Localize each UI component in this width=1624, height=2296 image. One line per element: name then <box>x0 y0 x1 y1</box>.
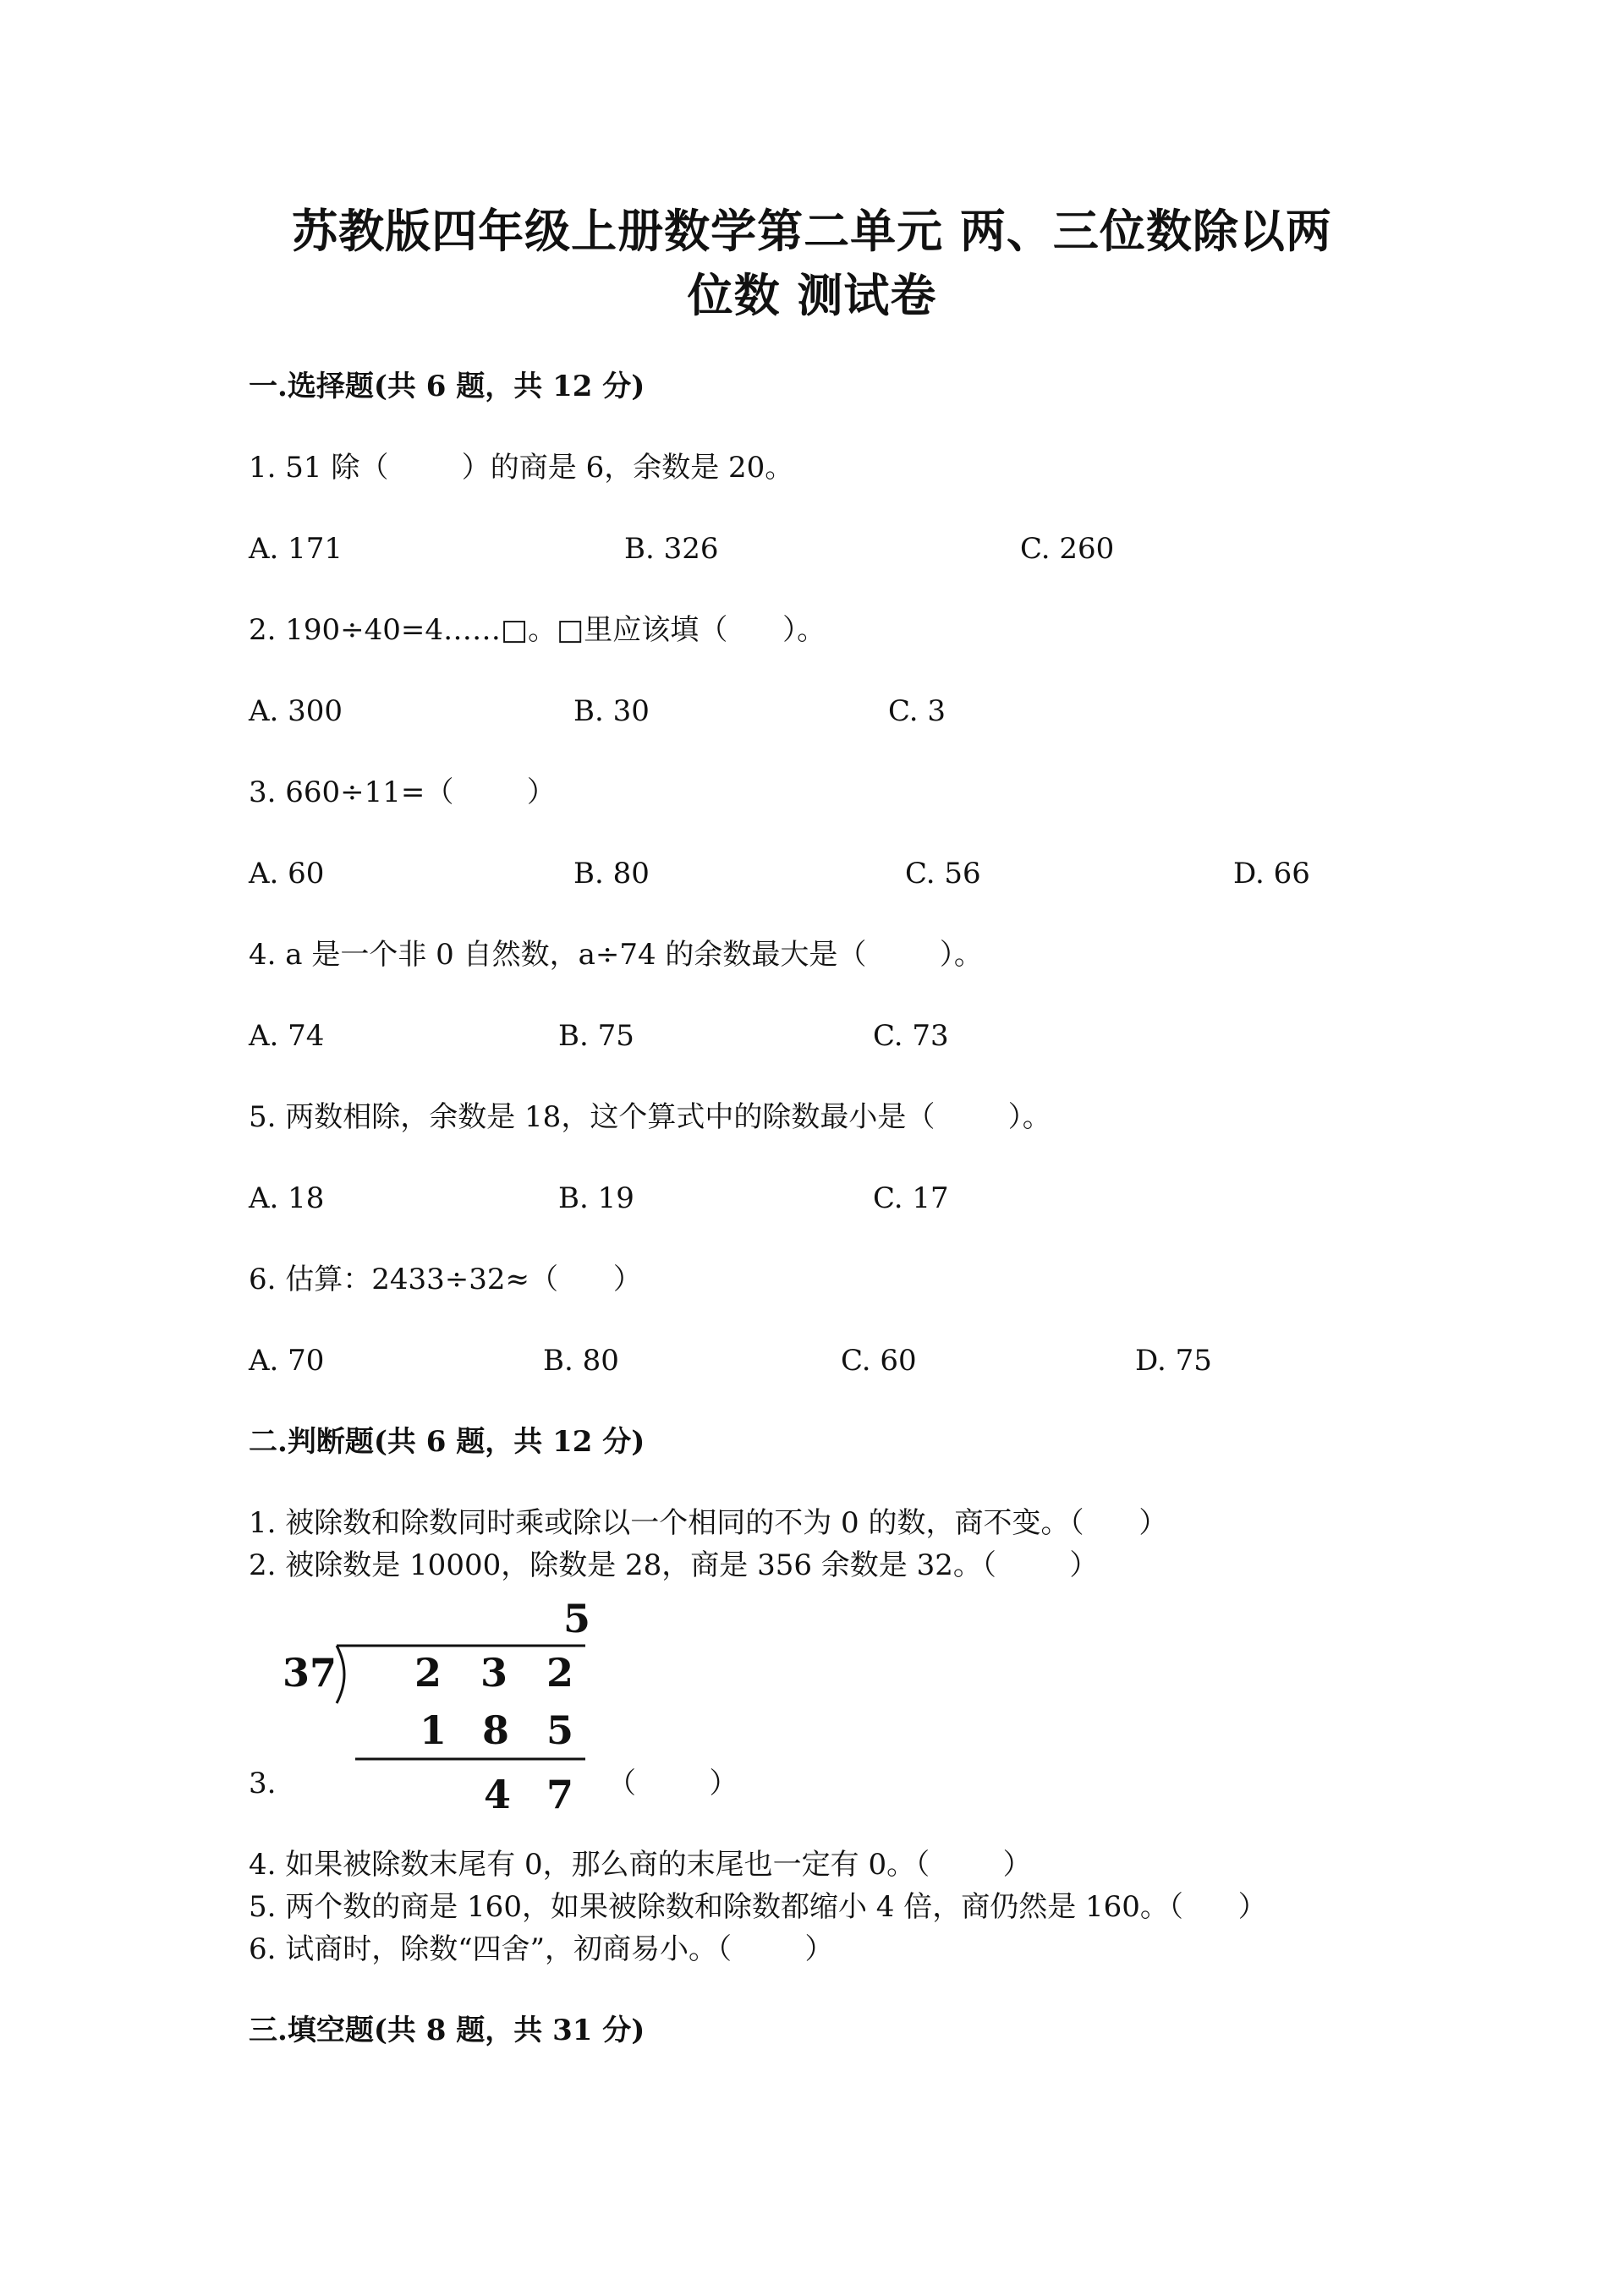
judge-item-3-label: 3. <box>249 1767 277 1800</box>
title-line-1: 苏教版四年级上册数学第二单元 两、三位数除以两 <box>292 204 1332 258</box>
choice-q1-option-a: A. 171 <box>249 532 343 566</box>
division-product-digit: 5 <box>546 1707 574 1753</box>
choice-q3-option-c: C. 56 <box>905 857 981 890</box>
choice-q6-option-b: B. 80 <box>543 1344 619 1378</box>
choice-q1-option-b: B. 326 <box>624 532 719 566</box>
division-remainder-digit: 7 <box>546 1772 574 1817</box>
judge-item-6: 6. 试商时，除数“四舍”，初商易小。（ ） <box>249 1932 834 1966</box>
division-dividend-digit: 3 <box>480 1650 508 1696</box>
division-product-digit: 8 <box>482 1707 510 1753</box>
choice-q2-option-c: C. 3 <box>888 694 946 728</box>
choice-question-1: 1. 51 除（ ）的商是 6，余数是 20。 <box>249 451 794 485</box>
division-divisor: 37 <box>283 1650 337 1696</box>
judge-item-4: 4. 如果被除数末尾有 0，那么商的末尾也一定有 0。（ ） <box>249 1848 1032 1882</box>
title-line-2: 位数 测试卷 <box>687 268 937 322</box>
choice-q4-option-b: B. 75 <box>558 1019 634 1053</box>
choice-q3-option-b: B. 80 <box>573 857 650 890</box>
choice-q4-option-c: C. 73 <box>873 1019 949 1053</box>
division-quotient: 5 <box>563 1596 591 1641</box>
choice-q2-option-b: B. 30 <box>573 694 650 728</box>
judge-item-3-answer-blank: （ ） <box>607 1767 738 1800</box>
section-heading-choice: 一.选择题(共 6 题，共 12 分) <box>249 370 645 403</box>
section-heading-fill: 三.填空题(共 8 题，共 31 分) <box>249 2014 645 2047</box>
judge-item-2: 2. 被除数是 10000，除数是 28，商是 356 余数是 32。（ ） <box>249 1548 1099 1582</box>
choice-question-5: 5. 两数相除，余数是 18，这个算式中的除数最小是（ ）。 <box>249 1100 1051 1134</box>
division-dividend-digit: 2 <box>414 1650 442 1696</box>
choice-q6-option-d: D. 75 <box>1135 1344 1212 1378</box>
long-division-figure <box>271 1592 609 1828</box>
choice-q2-option-a: A. 300 <box>249 694 343 728</box>
division-bracket <box>337 1646 344 1703</box>
division-product-digit: 1 <box>420 1707 447 1753</box>
choice-q5-option-b: B. 19 <box>558 1181 634 1215</box>
choice-question-2: 2. 190÷40=4……□。□里应该填（ ）。 <box>249 613 826 647</box>
judge-item-5: 5. 两个数的商是 160，如果被除数和除数都缩小 4 倍，商仍然是 160。（ ） <box>249 1890 1267 1924</box>
choice-q1-option-c: C. 260 <box>1020 532 1115 566</box>
judge-item-1: 1. 被除数和除数同时乘或除以一个相同的不为 0 的数，商不变。（ ） <box>249 1506 1168 1540</box>
choice-question-3: 3. 660÷11=（ ） <box>249 775 556 809</box>
choice-q6-option-a: A. 70 <box>249 1344 325 1378</box>
choice-q6-option-c: C. 60 <box>841 1344 917 1378</box>
section-heading-judge: 二.判断题(共 6 题，共 12 分) <box>249 1425 645 1459</box>
choice-q4-option-a: A. 74 <box>249 1019 325 1053</box>
choice-q3-option-a: A. 60 <box>249 857 325 890</box>
choice-q5-option-c: C. 17 <box>873 1181 949 1215</box>
division-remainder-digit: 4 <box>484 1772 512 1817</box>
choice-q3-option-d: D. 66 <box>1233 857 1310 890</box>
choice-question-6: 6. 估算：2433÷32≈（ ） <box>249 1263 642 1296</box>
choice-q5-option-a: A. 18 <box>249 1181 325 1215</box>
division-dividend-digit: 2 <box>546 1650 574 1696</box>
choice-question-4: 4. a 是一个非 0 自然数，a÷74 的余数最大是（ ）。 <box>249 938 983 972</box>
